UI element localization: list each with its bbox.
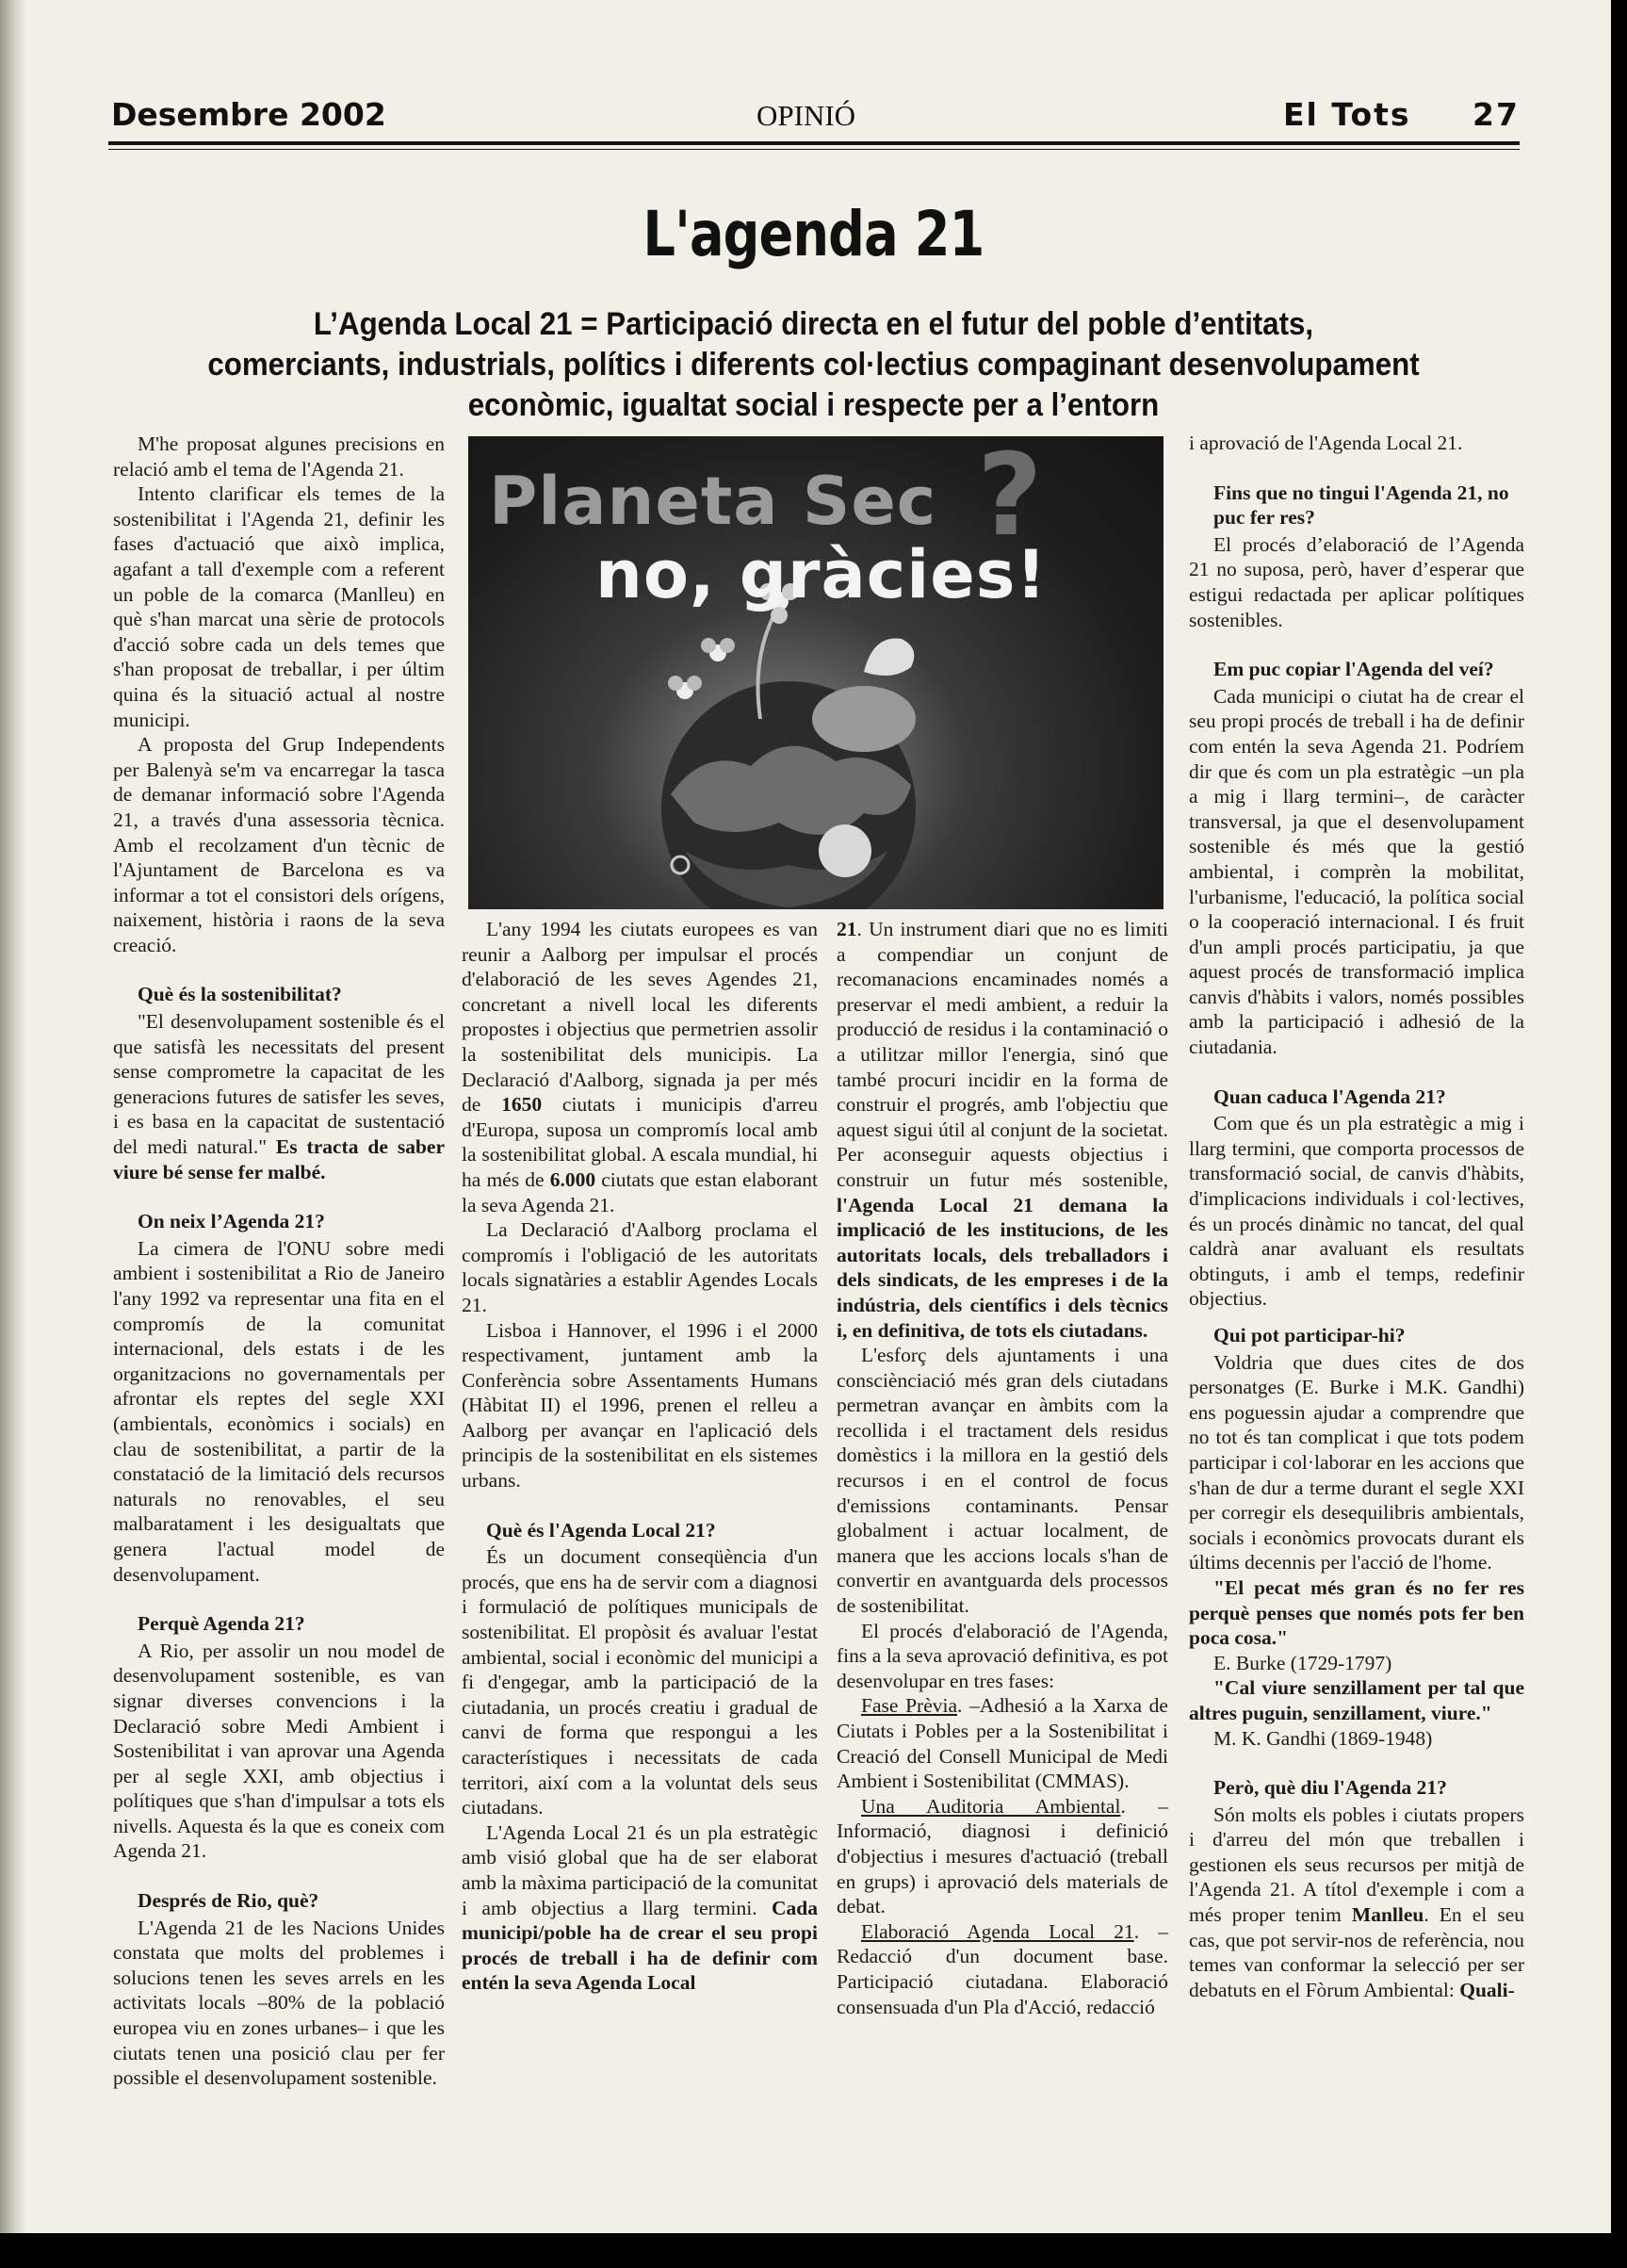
quote-burke: "El pecat més gran és no fer res perquè penses que només pots fer ben poca cosa." xyxy=(1189,1575,1524,1650)
header-date: Desembre 2002 xyxy=(111,96,386,133)
paragraph: L'esforç dels ajuntaments i una consciènciació més gran dels ciutadans permetran avançar en àmbits com la recollida i el tractament dels residus domèstics i la millora en la gestió dels recursos i en el control de focus d'emissions contaminants. Pensar globalment i actuar localment, de manera que les accions locals s'han de convertir en avantguarda dels processos de sostenibilitat. xyxy=(837,1344,1168,1618)
paragraph: La Declaració d'Aalborg proclama el compromís i l'obligació de les autoritats locals signatàries a establir Agendes Locals 21. xyxy=(462,1218,818,1316)
paragraph: Com que és un pla estratègic a mig i llarg termini, que comporta processos de transformació social, de canvis d'hàbits, d'implicacions individuals i col·lectives, és un procés dinàmic no tancat, del qual caldrà anar avaluant els resultats obtinguts, i amb el temps, redefinir objectius. xyxy=(1189,1112,1524,1311)
section-heading: Després de Rio, què? xyxy=(138,1889,319,1913)
phase-title: Elaboració Agenda Local 21 xyxy=(861,1919,1134,1943)
paragraph xyxy=(462,1820,818,1996)
column-4 xyxy=(1189,431,1524,2002)
text-span: L'Agenda Local 21 és un pla estratègic amb visió global que ha de ser elaborat amb la màxima participació de la comunitat i amb objectius a llarg termini. xyxy=(462,1820,818,1919)
header-rule xyxy=(108,141,1520,145)
section-heading: Però, què diu l'Agenda 21? xyxy=(1213,1776,1447,1800)
bold-number: 6.000 xyxy=(549,1167,596,1191)
illustration-text-line-1: Planeta Sec xyxy=(489,463,937,540)
phase-item xyxy=(837,1794,1168,1919)
phase-title: Fase Prèvia xyxy=(861,1694,957,1718)
paragraph xyxy=(113,1009,445,1184)
paragraph xyxy=(837,917,1168,1343)
paragraph: A proposta del Grup Independents per Balenyà se'm va encarregar la tasca de demanar informació sobre l'Agenda 21, a través d'una assessoria tècnica. Amb el recolzament d'un tècnic de l'Ajuntament de Barcelona es va informar a tot el consistori dels orígens, naixement, història i raons de la seva creació. xyxy=(113,733,445,956)
cloud-shape xyxy=(812,686,916,752)
question-mark: ? xyxy=(977,436,1043,562)
paragraph: M'he proposat algunes precisions en relació amb el tema de l'Agenda 21. xyxy=(113,432,445,481)
paragraph: Intento clarificar els temes de la sostenibilitat i l'Agenda 21, definir les fases d'actuació que això implica, agafant a tall d'exemple com a referent un poble de la comarca (Manlleu) en què s'han marcat una sèrie de protocols d'acció sobre cada un dels temes que s'han proposat de treballar, i per últim quina és la situació actual al nostre municipi. xyxy=(113,482,445,731)
paragraph: El procés d’elaboració de l’Agenda 21 no suposa, però, haver d’esperar que estigui redactada per aplicar polítiques sostenibles. xyxy=(1189,532,1524,631)
paragraph: El procés d'elaboració de l'Agenda, fins a la seva aprovació definitiva, es pot desenvolupar en tres fases: xyxy=(837,1619,1168,1692)
phase-item xyxy=(837,1919,1168,2019)
paragraph: És un document conseqüència d'un procés, que ens ha de servir com a diagnosi i formulació de polítiques municipals de sostenibilitat. El propòsit és avaluar l'estat ambiental, social i econòmic del municipi a fi d'engegar, amb la participació de la ciutadania, un procés creatiu i gradual de canvi de forma que respongui a les característiques i necessitats de cada territori, així com a la voluntat dels seus ciutadans. xyxy=(462,1545,818,1819)
subtitle-line-1: L’Agenda Local 21 = Participació directa en el futur del poble d’entitats, xyxy=(313,306,1314,342)
paragraph: Lisboa i Hannover, el 1996 i el 2000 respectivament, juntament amb la Conferència sobre Assentaments Humans (Hàbitat II) el 1996, prenen el relleu a Aalborg per avançar en l'aplicació dels principis de la sostenibilitat en els sistemes urbans. xyxy=(462,1318,818,1493)
text-span: . –Informació, diagnosi i definició d'objectius i mesures d'actuació (treball en grups) i aprovació dels materials de debat. xyxy=(837,1794,1168,1918)
text-span: Són molts els pobles i ciutats propers i d'arreu del món que treballen i gestionen els seus recursos per mitjà de l'Agenda 21. A títol d'exemple i com a més proper tenim xyxy=(1189,1803,1524,1927)
planeta-sec-illustration xyxy=(468,436,1163,909)
paragraph: La cimera de l'ONU sobre medi ambient i sostenibilitat a Rio de Janeiro l'any 1992 va representar una fita en el compromís de la comunitat internacional, dels estats i de les organitzacions no governamentals per afrontar els reptes del segle XXI (ambientals, econòmics i socials) en clau de sostenibilitat, a partir de la constatació de la limitació dels recursos naturals no renovables, el seu malbaratament i les desigualtats que genera l'actual model de desenvolupament. xyxy=(113,1236,445,1586)
header-page-number: 27 xyxy=(1472,96,1520,133)
bold-text: l'Agenda Local 21 demana la implicació de les institucions, de les autoritats locals, dels treballadors i dels sindicats, de les empreses i de la indústria, dels científics i dels tècnics i, en definitiva, de tots els ciutadans. xyxy=(837,1193,1168,1342)
paragraph: Cada municipi o ciutat ha de crear el seu propi procés de treball i ha de definir com entén la seva Agenda 21. Podríem dir que és com un pla estratègic –un pla a mig i llarg termini–, de caràcter transversal, ja que el desenvolupament sostenible és més que la gestió ambiental, i comprèn la mobilitat, l'urbanisme, l'educació, la política social o la cooperació internacional. I és fruit d'un ampli procés participatiu, ja que aquest procés de transformació implica canvis d'hàbits i valors, només possibles amb la participació i adhesió de la ciutadania. xyxy=(1189,684,1524,1059)
text-span: . –Adhesió a la Xarxa de Ciutats i Pobles per a la Sostenibilitat i Creació del Consell Municipal de Medi Ambient i Sostenibilitat (CMMAS). xyxy=(837,1694,1168,1793)
column-2 xyxy=(462,917,818,1996)
bold-number: 1650 xyxy=(501,1093,543,1117)
text-span: . Un instrument diari que no es limiti a compendiar un conjunt de recomanacions encaminades només a preservar el medi ambient, a reduir la producció de residus i la contaminació o a utilitzar millor l'energia, sinó que també procuri incidir en la forma de construir el progrés, amb l'objectiu que aquest sigui útil al conjunt de la societat. Per aconseguir aquests objectius i construir un futur més sostenible, xyxy=(837,918,1168,1191)
bold-text: 21 xyxy=(837,918,857,940)
column-3 xyxy=(837,917,1168,2019)
bold-text: Manlleu xyxy=(1351,1903,1424,1927)
header-section: OPINIÓ xyxy=(757,99,856,132)
quote-author: M. K. Gandhi (1869-1948) xyxy=(1213,1726,1433,1750)
section-heading: Perquè Agenda 21? xyxy=(138,1612,305,1636)
bold-text: Cada municipi/poble ha de crear el seu propi procés de treball i ha de definir com entén la seva Agenda Local xyxy=(462,1896,818,1995)
section-heading: Què és la sostenibilitat? xyxy=(138,983,342,1006)
text-span: ciutats que estan elaborant la seva Agenda 21. xyxy=(462,1167,819,1216)
section-heading: Què és l'Agenda Local 21? xyxy=(486,1518,716,1542)
section-heading: Em puc copiar l'Agenda del veí? xyxy=(1213,658,1494,681)
paragraph xyxy=(1189,1803,1524,2003)
subtitle-line-2: comerciants, industrials, polítics i diferents col·lectius compaginant desenvolupament xyxy=(207,347,1420,383)
quote-gandhi: "Cal viure senzillament per tal que altres puguin, senzillament, viure." xyxy=(1189,1676,1524,1724)
globe-highlight xyxy=(819,824,871,877)
quote-author: E. Burke (1729-1797) xyxy=(1213,1651,1392,1674)
subtitle-line-3: econòmic, igualtat social i respecte per a l’entorn xyxy=(467,387,1160,423)
bird-icon xyxy=(864,638,914,676)
illustration-text-line-2: no, gràcies! xyxy=(595,536,1048,613)
paragraph: Voldria que dues cites de dos personatges (E. Burke i M.K. Gandhi) ens poguessin ajudar a comprendre que no tot és tan complicat i que tots podem participar i col·laborar en les accions que s'han de dur a terme durant el segle XXI per corregir els desequilibris ambientals, socials i econòmics provocats durant els últims decennis per l'acció de l'home. xyxy=(1189,1350,1524,1575)
phase-title: Una Auditoria Ambiental xyxy=(861,1794,1121,1818)
header-publication: El Tots xyxy=(1283,96,1411,133)
section-heading: Fins que no tingui l'Agenda 21, no puc fer res? xyxy=(1213,481,1509,530)
column-1 xyxy=(113,432,445,2091)
text-span: ciutats i municipis d'arreu d'Europa, suposa un compromís local amb la sostenibilitat global. A escala mundial, hi ha més de xyxy=(462,1093,818,1191)
paragraph xyxy=(462,917,818,1217)
paragraph: i aprovació de l'Agenda Local 21. xyxy=(1189,432,1463,454)
bold-text: Es tracta de saber viure bé sense fer malbé. xyxy=(113,1135,445,1183)
section-heading: Qui pot participar-hi? xyxy=(1213,1324,1406,1346)
phase-item xyxy=(837,1693,1168,1793)
header-rule-thin xyxy=(108,149,1520,150)
bold-text: Quali- xyxy=(1459,1978,1515,2001)
text-span: . –Redacció d'un document base. Participació ciutadana. Elaboració consensuada d'un Pla d'Acció, redacció xyxy=(837,1919,1168,2018)
paragraph: A Rio, per assolir un nou model de desenvolupament sostenible, es van signar diverses convencions i la Declaració sobre Medi Ambient i Sostenibilitat i van aprovar una Agenda per al segle XXI, amb objectius i polítiques que s'han d'impulsar a tots els nivells. Aquesta és la que es coneix com Agenda 21. xyxy=(113,1639,445,1863)
text-span: . En el seu cas, que pot servir-nos de referència, nou temes van conformar la selecció per ser debatuts en el Fòrum Ambiental: xyxy=(1189,1903,1524,2001)
paragraph: L'Agenda 21 de les Nacions Unides constata que molts del problemes i solucions tenen les seves arrels en les activitats locals –80% de la població europea viu en zones urbanes– i que les ciutats tenen una posició clau per fer possible el desenvolupament sostenible. xyxy=(113,1916,445,2090)
quote-text: "El desenvolupament sostenible és el que satisfà les necessitats del present sense comprometre la capacitat de les generacions futures de satisfer les seves, i es basa en la capacitat de sustentació del medi natural." xyxy=(113,1010,445,1159)
article-title: L'agenda 21 xyxy=(643,198,984,270)
text-span: L'any 1994 les ciutats europees es van reunir a Aalborg per impulsar el procés d'elaboració de les seves Agendes 21, concretant a nivell local les diferents propostes i objectius que permetrien assolir la sostenibilitat dels municipis. La Declaració d'Aalborg, signada ja per més de xyxy=(462,918,818,1117)
section-heading: Quan caduca l'Agenda 21? xyxy=(1213,1085,1446,1108)
section-heading: On neix l’Agenda 21? xyxy=(138,1210,325,1233)
